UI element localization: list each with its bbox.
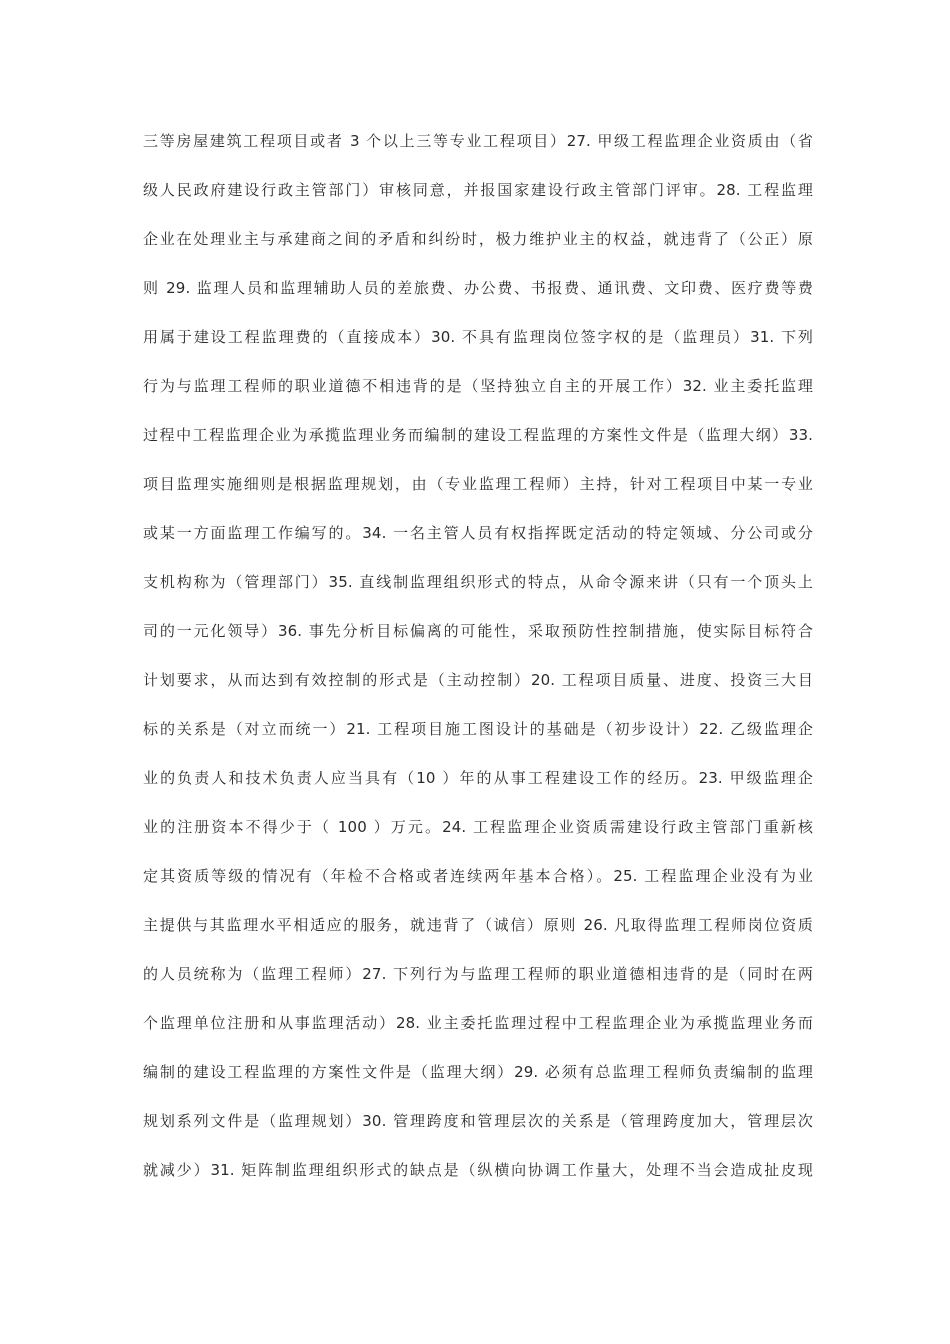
text-line: 主提供与其监理水平相适应的服务，就违背了（诚信）原则 26. 凡取得监理工程师岗位资质: [143, 916, 813, 934]
text-line: 行为与监理工程师的职业道德不相违背的是（坚持独立自主的开展工作）32. 业主委托监理: [143, 377, 813, 395]
text-line: 业的注册资本不得少于（ 100 ）万元。24. 工程监理企业资质需建设行政主管部门重新核: [143, 818, 813, 836]
text-line: 标的关系是（对立而统一）21. 工程项目施工图设计的基础是（初步设计）22. 乙级监理企: [143, 720, 813, 738]
text-line: 过程中工程监理企业为承揽监理业务而编制的建设工程监理的方案性文件是（监理大纲）33.: [143, 426, 813, 444]
text-line: 用属于建设工程监理费的（直接成本）30. 不具有监理岗位签字权的是（监理员）31. 下列: [143, 328, 813, 346]
text-line: 编制的建设工程监理的方案性文件是（监理大纲）29. 必须有总监理工程师负责编制的监理: [143, 1063, 813, 1081]
text-line: 规划系列文件是（监理规划）30. 管理跨度和管理层次的关系是（管理跨度加大，管理层次: [143, 1112, 813, 1130]
text-line: 就减少）31. 矩阵制监理组织形式的缺点是（纵横向协调工作量大，处理不当会造成扯皮现: [143, 1161, 813, 1179]
text-line: 企业在处理业主与承建商之间的矛盾和纠纷时，极力维护业主的权益，就违背了（公正）原: [143, 230, 813, 248]
text-line: 或某一方面监理工作编写的。34. 一名主管人员有权指挥既定活动的特定领域、分公司或分: [143, 524, 813, 542]
text-line: 级人民政府建设行政主管部门）审核同意，并报国家建设行政主管部门评审。28. 工程监理: [143, 181, 813, 199]
text-line: 个监理单位注册和从事监理活动）28. 业主委托监理过程中工程监理企业为承揽监理业务而: [143, 1014, 813, 1032]
text-line: 司的一元化领导）36. 事先分析目标偏离的可能性，采取预防性控制措施，使实际目标符合: [143, 622, 813, 640]
text-line: 支机构称为（管理部门）35. 直线制监理组织形式的特点，从命令源来讲（只有一个顶头上: [143, 573, 813, 591]
text-line: 计划要求，从而达到有效控制的形式是（主动控制）20. 工程项目质量、进度、投资三大目: [143, 671, 813, 689]
body-text: [143, 122, 813, 1200]
text-line: 业的负责人和技术负责人应当具有（10 ）年的从事工程建设工作的经历。23. 甲级监理企: [143, 769, 813, 787]
text-line: 三等房屋建筑工程项目或者 3 个以上三等专业工程项目）27. 甲级工程监理企业资质由（省: [143, 132, 813, 150]
text-line: 定其资质等级的情况有（年检不合格或者连续两年基本合格）。25. 工程监理企业没有为业: [143, 867, 813, 885]
text-line: 的人员统称为（监理工程师）27. 下列行为与监理工程师的职业道德相违背的是（同时在两: [143, 965, 813, 983]
text-line: 则 29. 监理人员和监理辅助人员的差旅费、办公费、书报费、通讯费、文印费、医疗费等费: [143, 279, 813, 297]
text-line: 项目监理实施细则是根据监理规划，由（专业监理工程师）主持，针对工程项目中某一专业: [143, 475, 813, 493]
